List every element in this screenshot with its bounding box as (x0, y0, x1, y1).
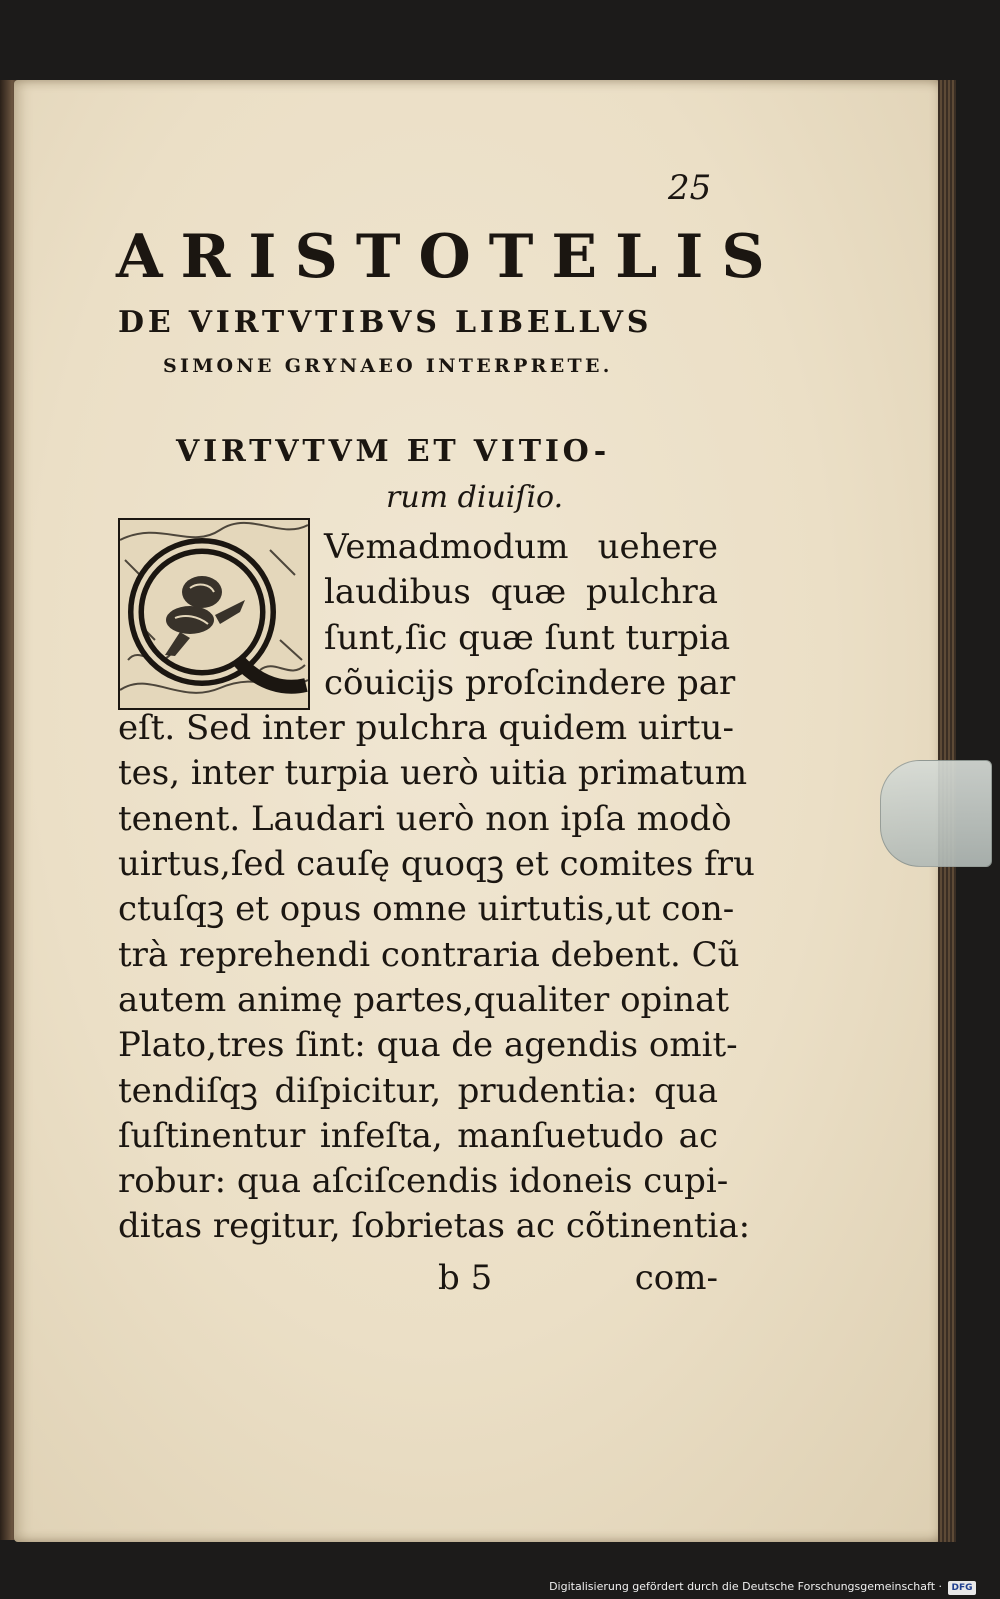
body-line: autem animę partes,qualiter opinat (118, 979, 730, 1020)
body-line: eſt. Sed inter pulchra quidem uirtu- (118, 708, 734, 749)
body-line: tenent. Laudari uerò non ipſa modò (118, 798, 732, 839)
body-line: ctuſqꝫ et opus omne uirtutis,ut con- (118, 889, 735, 930)
body-line: cõuicijs proſcindere par (324, 662, 736, 703)
body-line: laudibus quæ pulchra (324, 572, 718, 613)
body-text (118, 525, 755, 1250)
body-line: Vemadmodum uehere (324, 527, 718, 567)
body-line: ditas regitur, ſobrietas ac cõtinentia: (118, 1206, 751, 1247)
body-line: robur: qua aſciſcendis idoneis cupi- (118, 1161, 729, 1202)
catchline (118, 1258, 718, 1303)
body-line: Plato,tres ſint: qua de agendis omit- (118, 1025, 738, 1066)
body-line: uirtus,ſed cauſę quoqꝫ et comites fru (118, 844, 755, 885)
book-title: ARISTOTELIS (116, 222, 783, 292)
body-line: trà reprehendi contraria debent. Cũ (118, 934, 740, 975)
body-line: ſuſtinentur infeſta, manſuetudo ac (118, 1115, 718, 1156)
body-line: tes, inter turpia uerò uitia primatum (118, 753, 748, 794)
body-line: tendiſqꝫ diſpicitur, prudentia: qua (118, 1070, 718, 1111)
translator-line: SIMONE GRYNAEO INTERPRETE. (163, 355, 613, 377)
catchword: com- (634, 1258, 718, 1298)
book-subtitle: DE VIRTVTIBVS LIBELLVS (118, 305, 653, 340)
digitization-footer (0, 1578, 1000, 1599)
signature-mark: b 5 (438, 1258, 493, 1298)
body-line: ſunt,ſic quæ ſunt turpia (324, 617, 731, 658)
chapter-heading-continuation: rum diuiſio. (386, 480, 564, 515)
page-number: 25 (668, 168, 712, 208)
plastic-tab-icon (880, 760, 992, 867)
footer-credit: Digitalisierung gefördert durch die Deutsche Forschungsgemeinschaft · (549, 1580, 942, 1593)
chapter-heading: VIRTVTVM ET VITIO- (176, 434, 610, 469)
dfg-logo: DFG (948, 1581, 976, 1595)
